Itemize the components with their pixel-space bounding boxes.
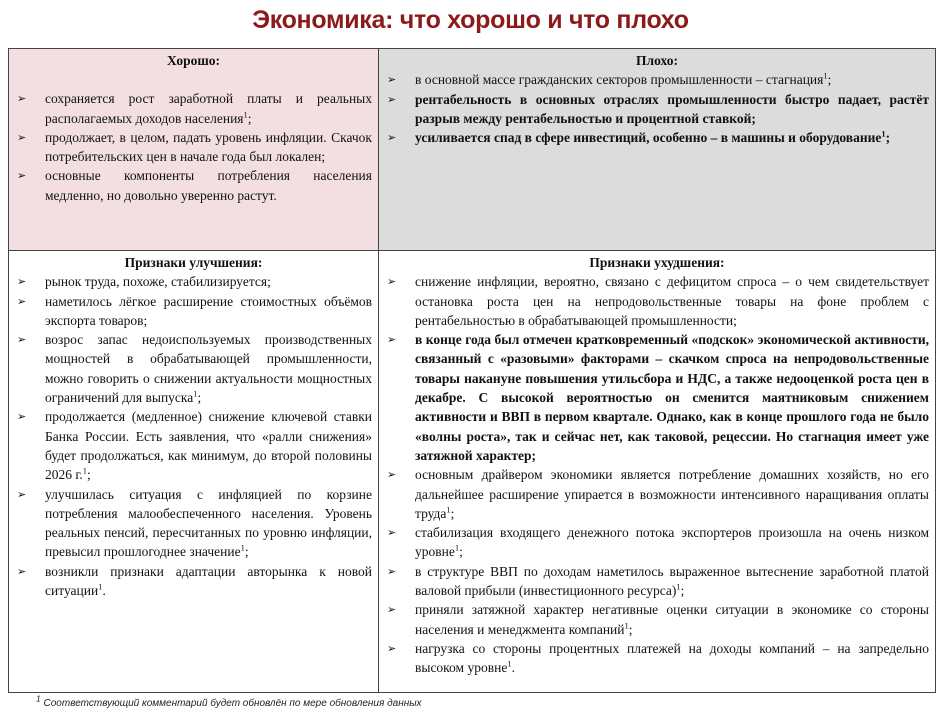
item-text: возрос запас недоиспользуемых производственных мощностей в обрабатывающей промышленности, можно говорить о снижении актуальности мощностных ограничений для выпуска xyxy=(45,332,372,406)
item-text: усиливается спад в сфере инвестиций, особенно – в машины и оборудование xyxy=(415,130,882,146)
good-cell xyxy=(9,49,379,251)
item-text: основные компоненты потребления населения медленно, но довольно уверенно растут. xyxy=(45,168,372,203)
footnote-ref: 1 xyxy=(676,581,681,592)
list-item xyxy=(385,330,929,465)
list-item xyxy=(385,562,929,601)
item-punctuation: ; xyxy=(87,467,91,483)
worse-cell xyxy=(379,251,935,692)
footnote-ref: 1 xyxy=(507,658,512,669)
page-title: Экономика: что хорошо и что плохо xyxy=(252,6,689,34)
arrowhead-bullet-icon: ➢ xyxy=(387,333,397,347)
list-item xyxy=(15,272,372,291)
worse-heading: Признаки ухудшения: xyxy=(589,255,725,270)
item-punctuation: ; xyxy=(247,110,252,126)
footnote-mark: 1 xyxy=(36,693,41,704)
arrowhead-bullet-icon: ➢ xyxy=(17,169,27,183)
bad-heading: Плохо: xyxy=(636,53,678,68)
arrowhead-bullet-icon: ➢ xyxy=(17,410,27,424)
footnote xyxy=(36,693,422,709)
footnote-ref: 1 xyxy=(454,542,460,553)
arrowhead-bullet-icon: ➢ xyxy=(387,92,397,106)
arrowhead-bullet-icon: ➢ xyxy=(17,92,27,106)
arrowhead-bullet-icon: ➢ xyxy=(387,564,397,578)
footnote-ref: 1 xyxy=(823,70,828,81)
item-text: снижение инфляции, вероятно, связано с дефицитом спроса – о чем свидетельствует остановка роста цен на непродовольственные товары на фоне проблем с рентабельностью в обрабатывающей промышленности; xyxy=(415,274,929,328)
bad-cell xyxy=(379,49,935,251)
item-text: в структуре ВВП по доходам наметилось выраженное вытеснение заработной платой валовой прибыли (инвестиционного ресурса) xyxy=(415,563,929,599)
list-item xyxy=(385,90,929,129)
bad-list xyxy=(385,70,929,147)
item-punctuation: ; xyxy=(827,72,832,88)
item-punctuation: . xyxy=(511,660,515,676)
good-heading: Хорошо: xyxy=(167,53,220,68)
arrowhead-bullet-icon: ➢ xyxy=(387,603,397,617)
good-list xyxy=(15,89,372,205)
item-text: нагрузка со стороны процентных платежей на доходы компаний – на запредельно высоком уровне xyxy=(415,640,929,676)
arrowhead-bullet-icon: ➢ xyxy=(17,333,27,347)
improve-heading: Признаки улучшения: xyxy=(124,255,263,270)
list-item xyxy=(15,485,372,562)
item-punctuation: ; xyxy=(450,505,455,521)
list-item xyxy=(385,639,929,678)
arrowhead-bullet-icon: ➢ xyxy=(387,526,397,540)
improve-cell xyxy=(9,251,379,692)
list-item xyxy=(385,272,929,330)
footnote-ref: 1 xyxy=(193,388,198,399)
item-punctuation: ; xyxy=(885,130,891,146)
item-punctuation: ; xyxy=(197,390,202,406)
footnote-ref: 1 xyxy=(98,581,103,592)
worse-list xyxy=(385,272,929,677)
item-punctuation: ; xyxy=(459,544,463,560)
arrowhead-bullet-icon: ➢ xyxy=(387,468,397,482)
arrowhead-bullet-icon: ➢ xyxy=(17,564,27,578)
list-item xyxy=(15,330,372,407)
list-item xyxy=(15,166,372,205)
item-text: наметилось лёгкое расширение стоимостных объёмов экспорта товаров; xyxy=(45,293,372,328)
item-text: в конце года был отмечен кратковременный «подскок» экономической активности, связанный с «разовыми» факторами – скачком спроса на непродовольственные товары накануне повышения утильсбора и НДС, а также недооценкой роста цен в декабре. С высокой вероятностью он сменится маятниковым снижением активности и ВВП в первом квартале. Однако, как в конце прошлого года не было «волны роста», так и сейчас нет, как таковой, рецессии. Но стагнация имеет уже затяжной характер; xyxy=(415,332,929,463)
item-punctuation: ; xyxy=(628,621,633,637)
item-punctuation: . xyxy=(102,583,106,599)
list-item xyxy=(385,523,929,562)
item-text: рентабельность в основных отраслях промышленности быстро падает, растёт разрыв между рентабельностью и процентной ставкой; xyxy=(415,91,929,126)
item-text: улучшилась ситуация с инфляцией по корзине потребления малообеспеченного населения. Уровень реальных пенсий, пересчитанных по уровню инфляции, превысил прошлогоднее значение xyxy=(45,486,372,560)
list-item xyxy=(385,70,929,89)
footnote-ref: 1 xyxy=(446,504,451,515)
item-text: стабилизация входящего денежного потока экспортеров произошла на очень низком уровне xyxy=(415,525,929,560)
arrowhead-bullet-icon: ➢ xyxy=(17,275,27,289)
list-item xyxy=(385,465,929,523)
footnote-ref: 1 xyxy=(240,542,245,553)
footnote-ref: 1 xyxy=(82,465,88,476)
list-item xyxy=(385,128,929,147)
arrowhead-bullet-icon: ➢ xyxy=(387,275,397,289)
spacer xyxy=(15,70,372,89)
list-item xyxy=(15,128,372,167)
arrowhead-bullet-icon: ➢ xyxy=(387,641,397,655)
item-text: продолжается (медленное) снижение ключевой ставки Банка России. Есть заявления, что «ралли снижения» будет продолжаться, как минимум, до второй половины 2026 г. xyxy=(45,409,372,483)
list-item xyxy=(385,600,929,639)
item-text: продолжает, в целом, падать уровень инфляции. Скачок потребительских цен в начале года был локален; xyxy=(45,129,372,165)
footnote-ref: 1 xyxy=(881,128,886,139)
item-punctuation: ; xyxy=(244,544,249,560)
list-item xyxy=(15,562,372,601)
footnote-text: Соответствующий комментарий будет обновлён по мере обновления данных xyxy=(43,698,422,709)
item-text: рынок труда, похоже, стабилизируется; xyxy=(45,274,271,290)
item-text: возникли признаки адаптации авторынка к новой ситуации xyxy=(45,563,372,599)
arrowhead-bullet-icon: ➢ xyxy=(387,131,397,145)
list-item xyxy=(15,89,372,128)
item-punctuation: ; xyxy=(680,583,685,599)
improve-list xyxy=(15,272,372,600)
item-text: основным драйвером экономики является потребление домашних хозяйств, но его дальнейшее расширение упирается в возможности интенсивного наращивания оплаты труда xyxy=(415,467,929,521)
arrowhead-bullet-icon: ➢ xyxy=(387,73,397,87)
item-text: сохраняется рост заработной платы и реальных располагаемых доходов населения xyxy=(45,91,372,126)
item-text: приняли затяжной характер негативные оценки ситуации в экономике со стороны населения и менеджмента компаний xyxy=(415,602,929,637)
list-item xyxy=(15,407,372,484)
comparison-table xyxy=(8,48,936,693)
arrowhead-bullet-icon: ➢ xyxy=(17,294,27,308)
list-item xyxy=(15,292,372,331)
footnote-ref: 1 xyxy=(624,620,629,631)
arrowhead-bullet-icon: ➢ xyxy=(17,487,27,501)
arrowhead-bullet-icon: ➢ xyxy=(17,130,27,144)
footnote-ref: 1 xyxy=(243,109,248,120)
item-text: в основной массе гражданских секторов промышленности – стагнация xyxy=(415,72,824,88)
